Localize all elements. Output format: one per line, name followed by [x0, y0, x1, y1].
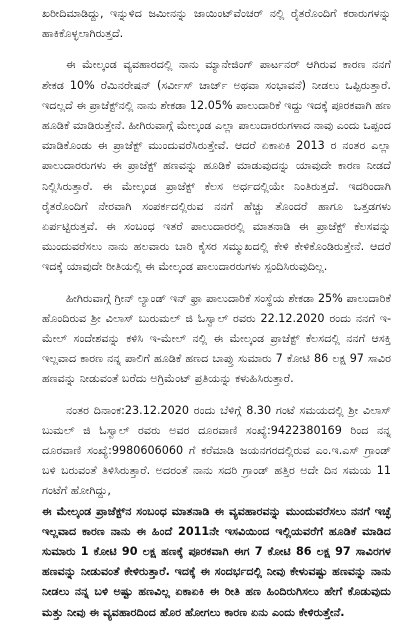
- paragraph-gap: [42, 390, 391, 401]
- paragraph-1: ಖರೀದಿಮಾಡಿದ್ದು, ಇನ್ನುಳಿದ ಜಮೀನನ್ನು ಜಾಯಿಂಟ್‌ವೆಂಚರ್ ನಲ್ಲಿ ರೈತರೊಂದಿಗೆ ಕರಾರುಗಳನ್ನು ಹಾಕಿಕೊಳ್ಳಲಾಗಿರುತ್ತದೆ.: [42, 7, 391, 41]
- paragraph-3: ಹೀಗಿರುವಾಗ್ಗೆ ಗ್ರೀನ್ ಲ್ಯಾಂಡ್ ಇನ್ ಫ್ರಾ ಪಾಲುದಾರಿಕೆ ಸಂಸ್ಥೆಯ ಶೇಕಡಾ 25% ಪಾಲುದಾರಿಕೆ ಹೊಂದಿರುವ ಶ್ರೀ ವಿಲಾಸ್ ಬುರುಮಲ್ ಜಿ ಓಸ್ವಾಲ್ ರವರು 22.12.2020 ರಂದು ನನಗೆ ಇ-ಮೇಲ್ ಸಂದೇಶವನ್ನು ಕಳಿಸಿ ಇ-ಮೇಲ್ ನಲ್ಲಿ ಈ ಮೇಲ್ಕಂಡ ಪ್ರಾಜೆಕ್ಟ್ ಕೆಲಸದಲ್ಲಿ ನನಗೆ ಆಸಕ್ತಿ ಇಲ್ಲವಾದ ಕಾರಣ ನನ್ನ ಪಾಲಿಗೆ ಹೂಡಿಕೆ ಹಣದ ಬಾಪ್ತು ಸುಮಾರು 7 ಕೋಟಿ 86 ಲಕ್ಷ 97 ಸಾವಿರ ಹಣವನ್ನು ನೀಡುವಂತೆ ಬರೆದು ಅಗ್ರಿಮೆಂಟ್ ಪ್ರತಿಯನ್ನು ಕಳುಹಿಸಿರುತ್ತಾರೆ.: [42, 291, 391, 386]
- paragraph-gap: [42, 44, 391, 55]
- paragraph-5-bold: ಈ ಮೇಲ್ಕಂಡ ಪ್ರಾಜೆಕ್ಟ್‌ನ ಸಂಬಂಧ ಮಾತನಾಡಿ ಈ ವ್ಯವಹಾರವನ್ನು ಮುಂದುವರೆಸಲು ನನಗೆ ಇಚ್ಛೆ ಇಲ್ಲವಾದ ಕಾರಣ ನಾನು ಈ ಹಿಂದೆ 2011ನೇ ಇಸವಿಯಿಂದ ಇಲ್ಲಿಯವರೆಗೆ ಹೂಡಿಕೆ ಮಾಡಿದ ಸುಮಾರು 1 ಕೋಟಿ 90 ಲಕ್ಷ ಹಣಕ್ಕೆ ಪೂರಕವಾಗಿ ಈಗ 7 ಕೋಟಿ 86 ಲಕ್ಷ 97 ಸಾವಿರಗಳ ಹಣವನ್ನು ನೀಡುವಂತೆ ಕೇಳಿರುತ್ತಾರೆ. ಇದಕ್ಕೆ ಈ ಸಂದರ್ಭದಲ್ಲಿ ನೀವು ಕೇಳುವಷ್ಟು ಹಣವನ್ನು ನಾನು ನೀಡಲು ನನ್ನ ಬಳಿ ಅಷ್ಟು ಹಣವಿಲ್ಲ ಏಕಾಏಕಿ ಈ ರೀತಿ ಹಣ ಹಿಂದಿರುಗಿಸಲು ಹೇಗೆ ಕೊಡುವುದು ಮತ್ತು ನೀವು ಈ ವ್ಯವಹಾರದಿಂದ ಹೊರ ಹೋಗಲು ಕಾರಣ ಏನು ಎಂದು ಕೇಳಿರುತ್ತೇನೆ.: [42, 504, 391, 619]
- paragraph-gap: [42, 278, 391, 289]
- paragraph-4: ನಂತರ ದಿನಾಂಕ:23.12.2020 ರಂದು ಬೆಳಿಗ್ಗೆ 8.30 ಗಂಟೆ ಸಮಯದಲ್ಲಿ ಶ್ರೀ ವಿಲಾಸ್ ಬುಮಲ್ ಜಿ ಓಸ್ವಾಲ್ ರವರು ಅವರ ದೂರವಾಣಿ ಸಂಖ್ಯೆ:9422380169 ರಿಂದ ನನ್ನ ದೂರವಾಣಿ ಸಂಖ್ಯೆ:9980606060 ಗೆ ಕರೆಮಾಡಿ ಜಯನಗರದಲ್ಲಿರುವ ಎಂ.ಇ.ಎಸ್ ಗ್ರಾಂಡ್ ಬಳಿ ಬರುವಂತೆ ತಿಳಿಸಿರುತ್ತಾರೆ. ಅದರಂತೆ ನಾನು ಸದರಿ ಗ್ರಾಂಡ್ ಹತ್ತಿರ ಅದೇ ದಿನ ಸಮಯ 11 ಗಂಟೆಗೆ ಹೋಗಿದ್ದು,: [42, 403, 391, 498]
- paragraph-2: ಈ ಮೇಲ್ಕಂಡ ವ್ಯವಹಾರದಲ್ಲಿ ನಾನು ಮ್ಯಾನೇಜಿಂಗ್ ಪಾರ್ಟನರ್ ಆಗಿರುವ ಕಾರಣ ನನಗೆ ಶೇಕಡ 10% ರೆಮಿನರೇಷನ್ (ಸರ್ವೀಸ್ ಚಾರ್ಜ್ ಅಥವಾ ಸಂಭಾವನೆ) ನೀಡಲು ಒಪ್ಪಿರುತ್ತಾರೆ. ಇದಲ್ಲದೆ ಈ ಪ್ರಾಜೆಕ್ಟ್‌ನಲ್ಲಿ ನಾನು ಶೇಕಡಾ 12.05% ಪಾಲುದಾರಿಕೆ ಇದ್ದು ಇದಕ್ಕೆ ಪೂರಕವಾಗಿ ಹಣ ಹೂಡಿಕೆ ಮಾಡಿರುತ್ತೇನೆ. ಹೀಗಿರುವಾಗ್ಗೆ ಮೇಲ್ಕಂಡ ಎಲ್ಲಾ ಪಾಲುದಾರರುಗಳಾದ ನಾವು ಎಂದು ಒಪ್ಪಂದ ಮಾಡಿಕೊಂಡು ಈ ಪ್ರಾಜೆಕ್ಟ್ ಮುಂದುವರೆಸಿರುತ್ತೇವೆ. ಆದರೆ ಏಕಾಏಕಿ 2013 ರ ನಂತರ ಎಲ್ಲಾ ಪಾಲುದಾರರುಗಳು ಈ ಪ್ರಾಜೆಕ್ಟ್ ಹಣವನ್ನು ಹೂಡಿಕೆ ಮಾಡುವುದನ್ನು ಯಾವುದೇ ಕಾರಣ ನೀಡದೆ ನಿಲ್ಲಿಸಿರುತ್ತಾರೆ. ಈ ಮೇಲ್ಕಂಡ ಪ್ರಾಜೆಕ್ಟ್ ಕೆಲಸ ಅರ್ಧದಲ್ಲಿಯೇ ನಿಂತಿರುತ್ತದೆ. ಇದರಿಂದಾಗಿ ರೈತರೊಂದಿಗೆ ನೇರವಾಗಿ ಸಂಪರ್ಕದಲ್ಲಿರುವ ನನಗೆ ಹೆಚ್ಚು ತೊಂದರೆ ಹಾಗೂ ಒತ್ತಡಗಳು ಏರ್ಪಟ್ಟಿರುತ್ತವೆ. ಈ ಸಂಬಂಧ ಇತರೆ ಪಾಲುದಾರರಲ್ಲಿ ಮಾತನಾಡಿ ಈ ಪ್ರಾಜೆಕ್ಟ್ ಕೆಲಸವನ್ನು ಮುಂದುವರೆಸಲು ನಾನು ಹಲವಾರು ಬಾರಿ ಕೈಸರ ಸಮ್ಮುಖದಲ್ಲಿ ಕೇಳಿ ಕೇಳಿಕೊಂಡಿರುತ್ತೇನೆ. ಆದರೆ ಇದಕ್ಕೆ ಯಾವುದೇ ರೀತಿಯಲ್ಲಿ ಈ ಮೇಲ್ಕಂಡ ಪಾಲುದಾರರುಗಳು ಸ್ಪಂದಿಸಿರುವುದಿಲ್ಲ.: [42, 58, 391, 274]
